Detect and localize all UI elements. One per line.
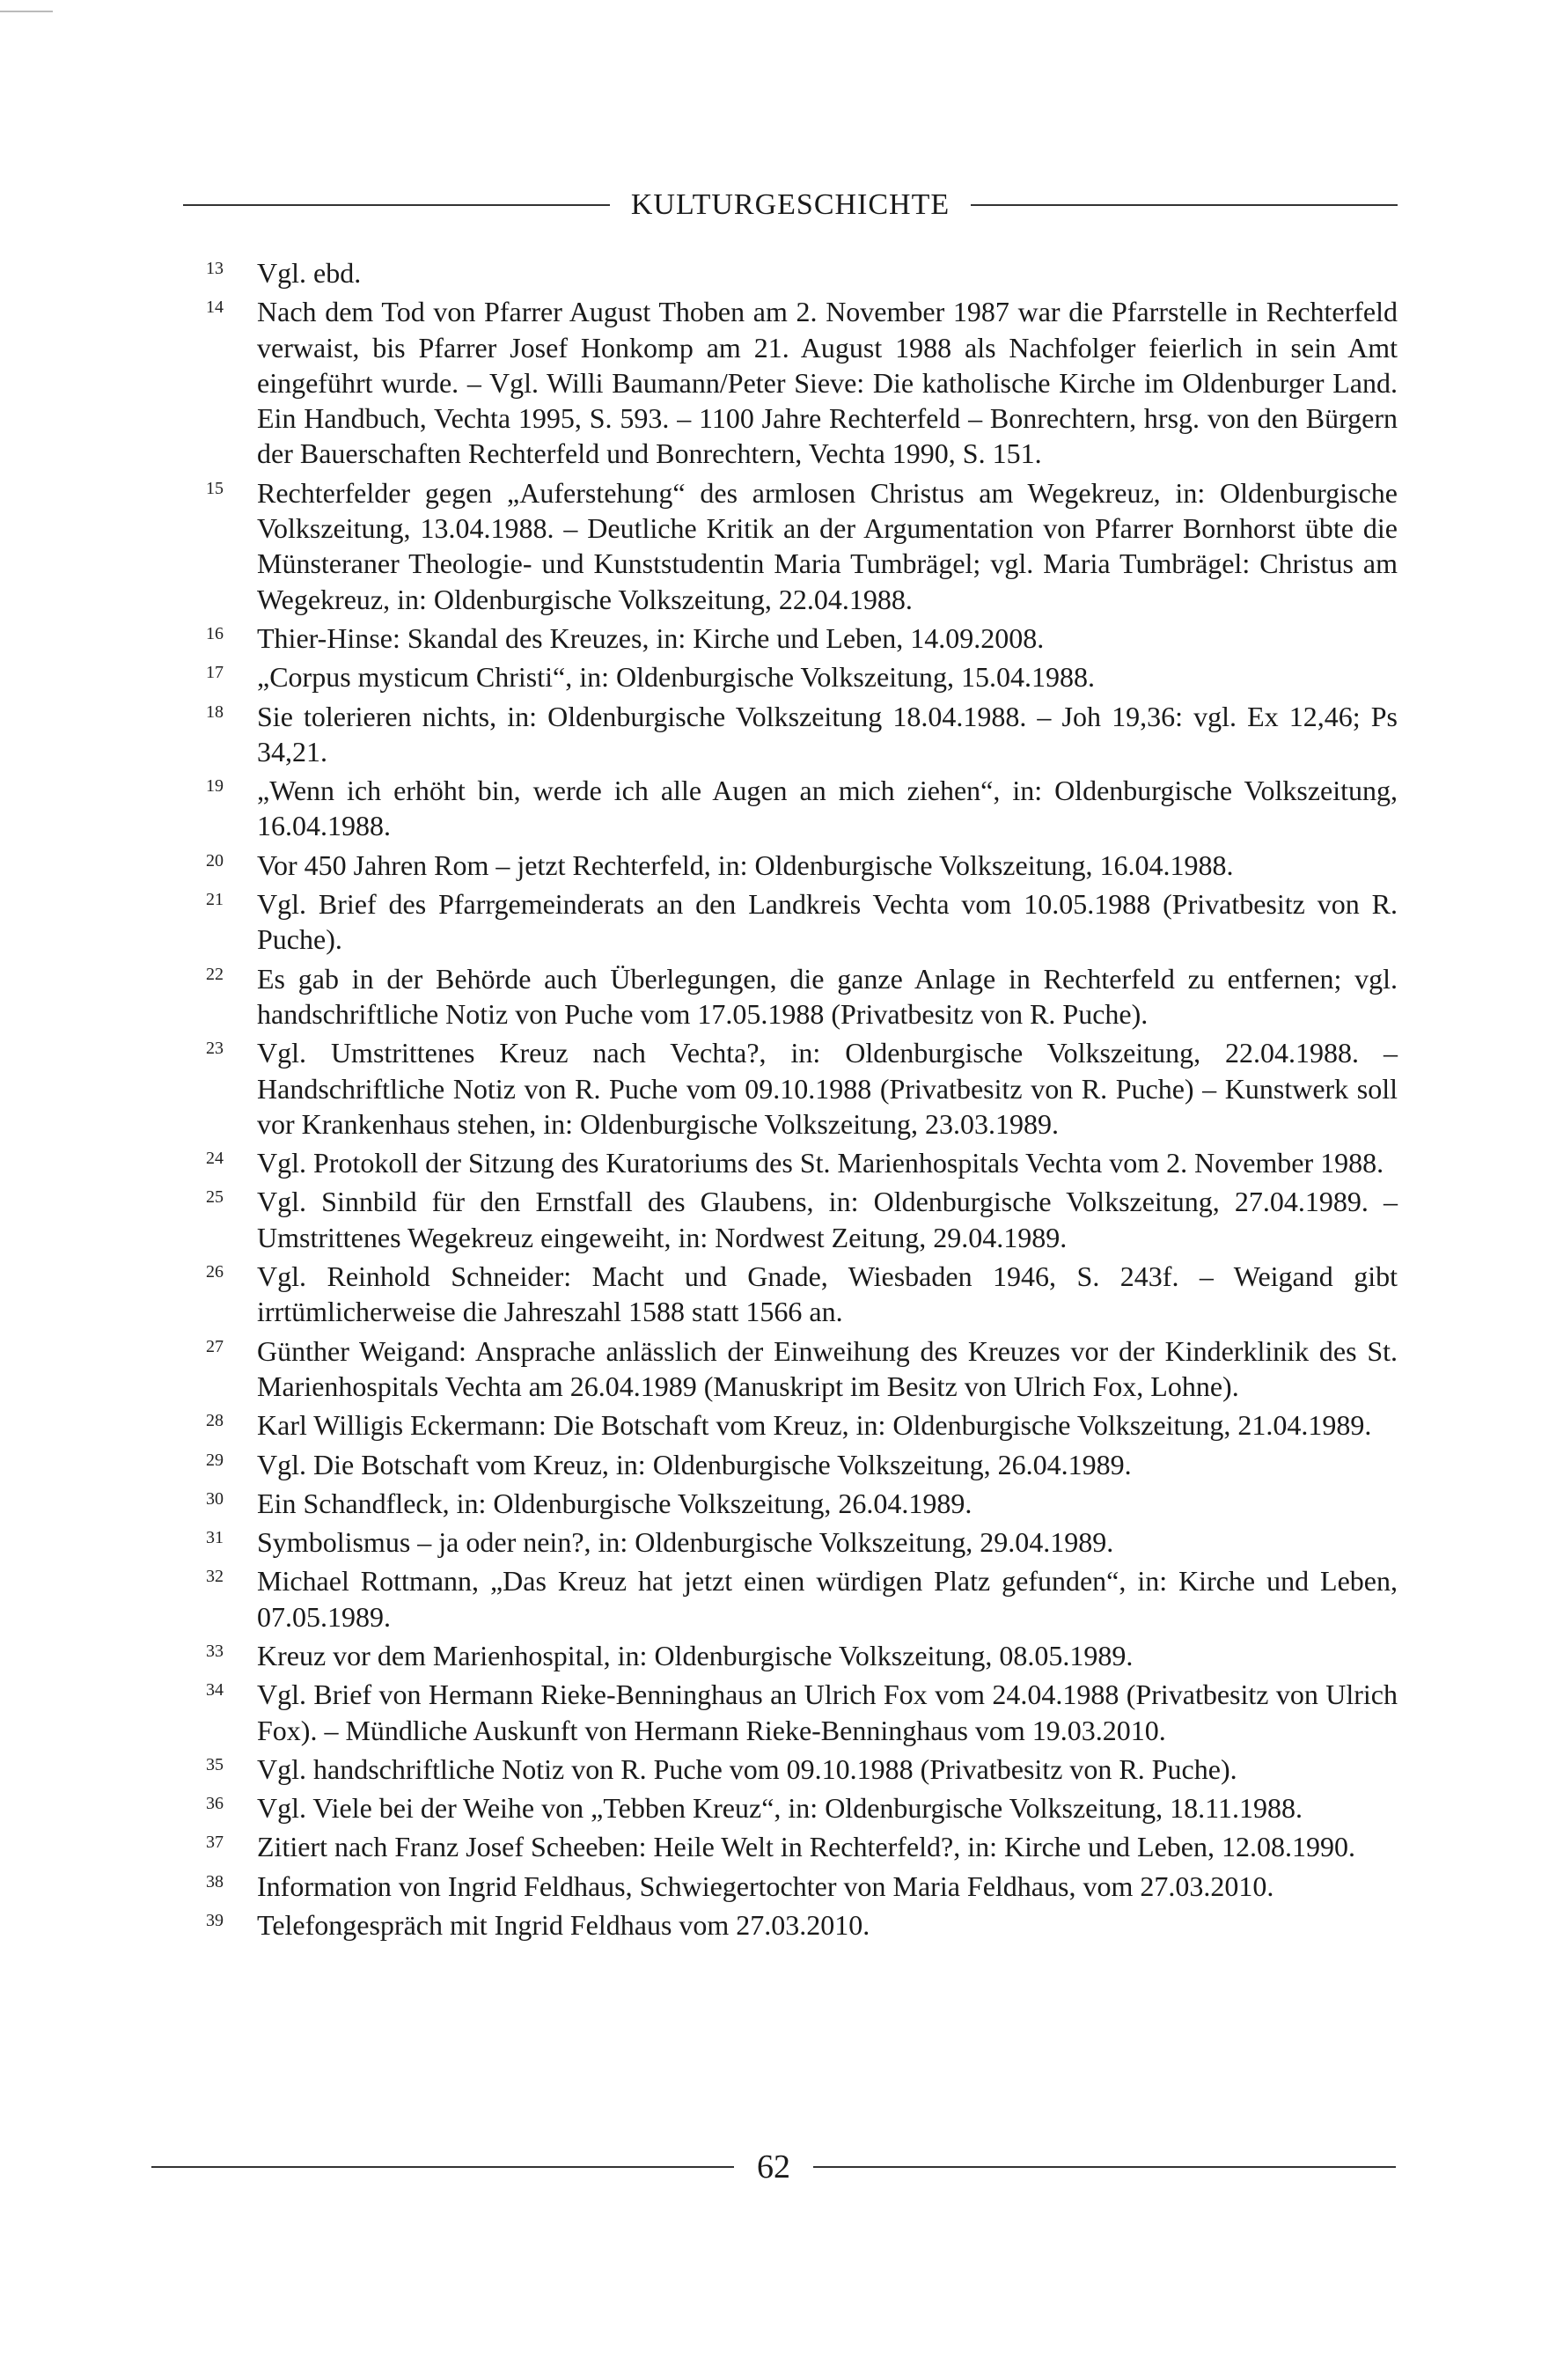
footnote	[204, 1333, 1398, 1405]
footnote-number: 34	[206, 1680, 224, 1701]
footnote-text: Es gab in der Behörde auch Überlegungen, die ganze Anlage in Rechterfeld zu entfernen; vgl. handschriftliche Notiz von Puche vom 17.05.1988 (Privatbesitz von R. Puche).	[257, 962, 1398, 1030]
footnote	[204, 621, 1398, 656]
footnote-number: 39	[206, 1911, 224, 1931]
footnote-text: Symbolismus – ja oder nein?, in: Oldenburgische Volkszeitung, 29.04.1989.	[257, 1526, 1114, 1559]
footnote-text: Rechterfelder gegen „Auferstehung“ des armlosen Christus am Wegekreuz, in: Oldenburgische Volkszeitung, 13.04.1988. – Deutliche Kritik an der Argumentation von Pfarrer Bornhorst übte die Münsteraner Theologie- und Kunststudentin Maria Tumbrägel; vgl. Maria Tumbrägel: Christus am Wegekreuz, in: Oldenburgische Volkszeitung, 22.04.1988.	[257, 476, 1398, 615]
footnote	[204, 1563, 1398, 1634]
footnote-text: „Corpus mysticum Christi“, in: Oldenburgische Volkszeitung, 15.04.1988.	[257, 661, 1095, 694]
footnote-number: 25	[206, 1187, 224, 1208]
footnote-number: 37	[206, 1833, 224, 1853]
footnote-text: Vgl. handschriftliche Notiz von R. Puche vom 09.10.1988 (Privatbesitz von R. Puche).	[257, 1752, 1237, 1785]
footnote-text: „Wenn ich erhöht bin, werde ich alle Augen an mich ziehen“, in: Oldenburgische Volkszeitung, 16.04.1988.	[257, 775, 1398, 842]
footnote	[204, 659, 1398, 694]
footnote	[204, 1869, 1398, 1904]
footnote-number: 23	[206, 1039, 224, 1059]
footnote-text: Zitiert nach Franz Josef Scheeben: Heile Welt in Rechterfeld?, in: Kirche und Leben, 12.08.1990.	[257, 1831, 1355, 1863]
footnote-list	[204, 255, 1398, 1946]
footnote-number: 38	[206, 1871, 224, 1892]
footnote	[204, 1486, 1398, 1521]
footnote-text: Vgl. ebd.	[257, 257, 362, 289]
footnote-number: 27	[206, 1336, 224, 1356]
footnote-number: 26	[206, 1262, 224, 1282]
footnote-number: 29	[206, 1450, 224, 1470]
footnote-text: Ein Schandfleck, in: Oldenburgische Volkszeitung, 26.04.1989.	[257, 1487, 972, 1519]
footnote	[204, 1184, 1398, 1255]
footer-rule-right	[813, 2166, 1396, 2168]
footnote-text: Telefongespräch mit Ingrid Feldhaus vom 27.03.2010.	[257, 1909, 870, 1942]
footnote	[204, 1790, 1398, 1825]
footnote-number: 24	[206, 1149, 224, 1169]
footnote-text: Information von Ingrid Feldhaus, Schwiegertochter von Maria Feldhaus, vom 27.03.2010.	[257, 1869, 1274, 1902]
footer-rule-left	[151, 2166, 734, 2168]
footnote-text: Vgl. Viele bei der Weihe von „Tebben Kreuz“, in: Oldenburgische Volkszeitung, 18.11.1988.	[257, 1792, 1303, 1825]
footnote-text: Vgl. Reinhold Schneider: Macht und Gnade, Wiesbaden 1946, S. 243f. – Weigand gibt irrtümlicherweise die Jahreszahl 1588 statt 1566 an.	[257, 1260, 1398, 1328]
footnote-text: Nach dem Tod von Pfarrer August Thoben am 2. November 1987 war die Pfarrstelle in Rechterfeld verwaist, bis Pfarrer Josef Honkomp am 21. August 1988 als Nachfolger feierlich in sein Amt eingeführt wurde. – Vgl. Willi Baumann/Peter Sieve: Die katholische Kirche im Oldenburger Land. Ein Handbuch, Vechta 1995, S. 593. – 1100 Jahre Rechterfeld – Bonrechtern, hrsg. von den Bürgern der Bauerschaften Rechterfeld und Bonrechtern, Vechta 1990, S. 151.	[257, 296, 1398, 470]
header-rule-right	[971, 204, 1398, 206]
footnote	[204, 1407, 1398, 1443]
footnote-number: 17	[206, 663, 224, 683]
page-number: 62	[757, 2149, 790, 2185]
footnote-number: 36	[206, 1794, 224, 1814]
page-footer	[151, 2148, 1396, 2186]
footnote-text: Vgl. Umstrittenes Kreuz nach Vechta?, in: Oldenburgische Volkszeitung, 22.04.1988. – Handschriftliche Notiz von R. Puche vom 09.10.1988 (Privatbesitz von R. Puche) – Kunstwerk soll vor Krankenhaus stehen, in: Oldenburgische Volkszeitung, 23.03.1989.	[257, 1037, 1398, 1140]
footnote	[204, 773, 1398, 844]
footnote	[204, 1677, 1398, 1748]
footnote-text: Vor 450 Jahren Rom – jetzt Rechterfeld, in: Oldenburgische Volkszeitung, 16.04.1988.	[257, 848, 1234, 881]
footnote-text: Vgl. Die Botschaft vom Kreuz, in: Oldenburgische Volkszeitung, 26.04.1989.	[257, 1448, 1132, 1480]
footnote	[204, 1259, 1398, 1330]
footnote-number: 15	[206, 478, 224, 498]
footnote	[204, 1829, 1398, 1864]
footnote-text: Karl Willigis Eckermann: Die Botschaft vom Kreuz, in: Oldenburgische Volkszeitung, 21.04.1989.	[257, 1409, 1372, 1442]
footnote	[204, 699, 1398, 770]
footnote-text: Kreuz vor dem Marienhospital, in: Oldenburgische Volkszeitung, 08.05.1989.	[257, 1639, 1134, 1671]
footnote-number: 19	[206, 776, 224, 797]
running-header	[183, 188, 1398, 222]
footnote-text: Vgl. Sinnbild für den Ernstfall des Glaubens, in: Oldenburgische Volkszeitung, 27.04.1989. – Umstrittenes Wegekreuz eingeweiht, in: Nordwest Zeitung, 29.04.1989.	[257, 1186, 1398, 1253]
footnote-number: 22	[206, 964, 224, 984]
footnote-number: 33	[206, 1641, 224, 1661]
footnote-number: 35	[206, 1754, 224, 1774]
footnote-number: 14	[206, 298, 224, 318]
footnote	[204, 475, 1398, 617]
footnote	[204, 1035, 1398, 1142]
footnote	[204, 1638, 1398, 1673]
footnote-number: 20	[206, 850, 224, 870]
footnote-number: 32	[206, 1567, 224, 1587]
footnote	[204, 255, 1398, 290]
footnote-number: 31	[206, 1528, 224, 1548]
footnote-text: Vgl. Brief von Hermann Rieke-Benninghaus an Ulrich Fox vom 24.04.1988 (Privatbesitz von Ulrich Fox). – Mündliche Auskunft von Hermann Rieke-Benninghaus vom 19.03.2010.	[257, 1678, 1398, 1746]
footnote-text: Sie tolerieren nichts, in: Oldenburgische Volkszeitung 18.04.1988. – Joh 19,36: vgl. Ex 12,46; Ps 34,21.	[257, 700, 1398, 768]
footnote	[204, 294, 1398, 471]
footnote	[204, 961, 1398, 1032]
footnote	[204, 848, 1398, 883]
footnote-number: 30	[206, 1488, 224, 1509]
section-title: KULTURGESCHICHTE	[630, 188, 950, 221]
footnote-number: 13	[206, 259, 224, 278]
footnote	[204, 1907, 1398, 1943]
footnote-number: 21	[206, 890, 224, 910]
footnote-number: 16	[206, 623, 224, 643]
footnote-number: 18	[206, 702, 224, 722]
footnote-number: 28	[206, 1411, 224, 1431]
footnote	[204, 1524, 1398, 1560]
footnote-text: Michael Rottmann, „Das Kreuz hat jetzt einen würdigen Platz gefunden“, in: Kirche und Leben, 07.05.1989.	[257, 1565, 1398, 1633]
footnote	[204, 1145, 1398, 1180]
footnote	[204, 1447, 1398, 1482]
footnote-text: Thier-Hinse: Skandal des Kreuzes, in: Kirche und Leben, 14.09.2008.	[257, 621, 1045, 654]
footnote-text: Günther Weigand: Ansprache anlässlich der Einweihung des Kreuzes vor der Kinderklinik des St. Marienhospitals Vechta am 26.04.1989 (Manuskript im Besitz von Ulrich Fox, Lohne).	[257, 1334, 1398, 1402]
footnote-text: Vgl. Brief des Pfarrgemeinderats an den Landkreis Vechta vom 10.05.1988 (Privatbesitz von R. Puche).	[257, 888, 1398, 956]
footnote	[204, 1752, 1398, 1787]
footnote	[204, 886, 1398, 958]
header-rule-left	[183, 204, 610, 206]
scan-edge-mark	[0, 11, 53, 12]
footnote-text: Vgl. Protokoll der Sitzung des Kuratoriums des St. Marienhospitals Vechta vom 2. November 1988.	[257, 1147, 1384, 1179]
